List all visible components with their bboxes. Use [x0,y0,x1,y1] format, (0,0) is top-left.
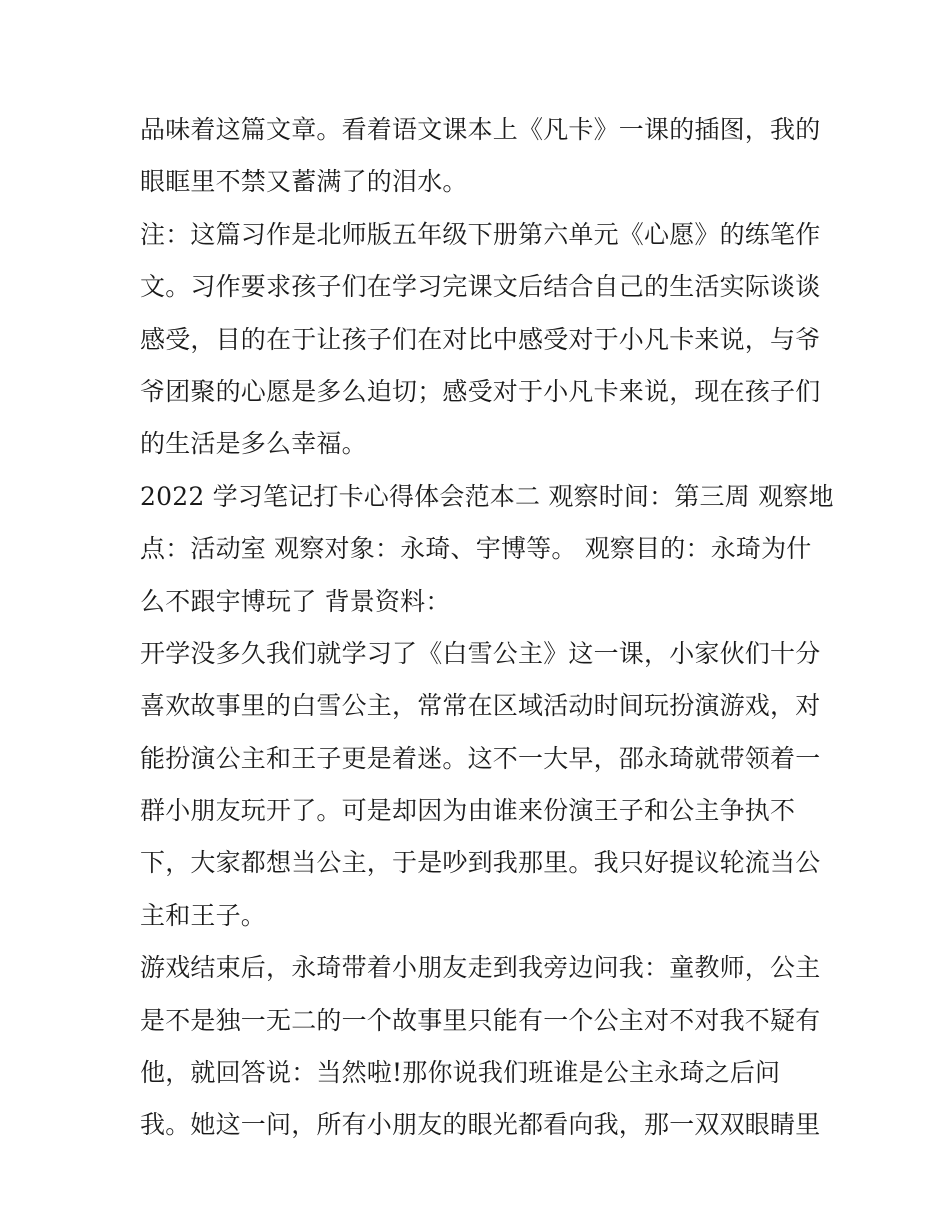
text-line: 能扮演公主和王子更是着迷。这不一大早，邵永琦就带领着一 [140,743,821,773]
text-line: 他，就回答说：当然啦!那你说我们班谁是公主永琦之后问 [140,1058,781,1088]
text-line: 开学没多久我们就学习了《白雪公主》这一课，小家伙们十分 [140,638,821,668]
text-line: 么不跟宇博玩了 背景资料： [140,586,451,616]
text-line: 眼眶里不禁又蓄满了的泪水。 [140,167,468,197]
text-line: 的生活是多么幸福。 [140,429,367,459]
text-line: 游戏结束后，永琦带着小朋友走到我旁边问我：童教师，公主 [140,953,821,983]
text-line: 我。她这一问，所有小朋友的眼光都看向我，那一双双眼睛里 [140,1110,821,1140]
text-line: 点：活动室 观察对象：永琦、宇博等。 观察目的：永琦为什 [140,534,812,564]
text-line: 是不是独一无二的一个故事里只能有一个公主对不对我不疑有 [140,1005,821,1035]
text-line: 主和王子。 [140,900,267,930]
text-line: 2022 学习笔记打卡心得体会范本二 观察时间：第三周 观察地 [140,481,834,511]
text-line: 感受，目的在于让孩子们在对比中感受对于小凡卡来说，与爷 [140,324,821,354]
text-line: 爷团聚的心愿是多么迫切；感受对于小凡卡来说，现在孩子们 [140,376,821,406]
text-line: 喜欢故事里的白雪公主，常常在区域活动时间玩扮演游戏，对 [140,691,821,721]
document-body [140,104,834,1152]
text-line: 文。习作要求孩子们在学习完课文后结合自己的生活实际谈谈 [140,272,821,302]
text-line: 注：这篇习作是北师版五年级下册第六单元《心愿》的练笔作 [140,219,821,249]
text-line: 下，大家都想当公主，于是吵到我那里。我只好提议轮流当公 [140,848,821,878]
text-line: 品味着这篇文章。看着语文课本上《凡卡》一课的插图，我的 [140,115,821,144]
text-line: 群小朋友玩开了。可是却因为由谁来份演王子和公主争执不 [140,796,796,826]
